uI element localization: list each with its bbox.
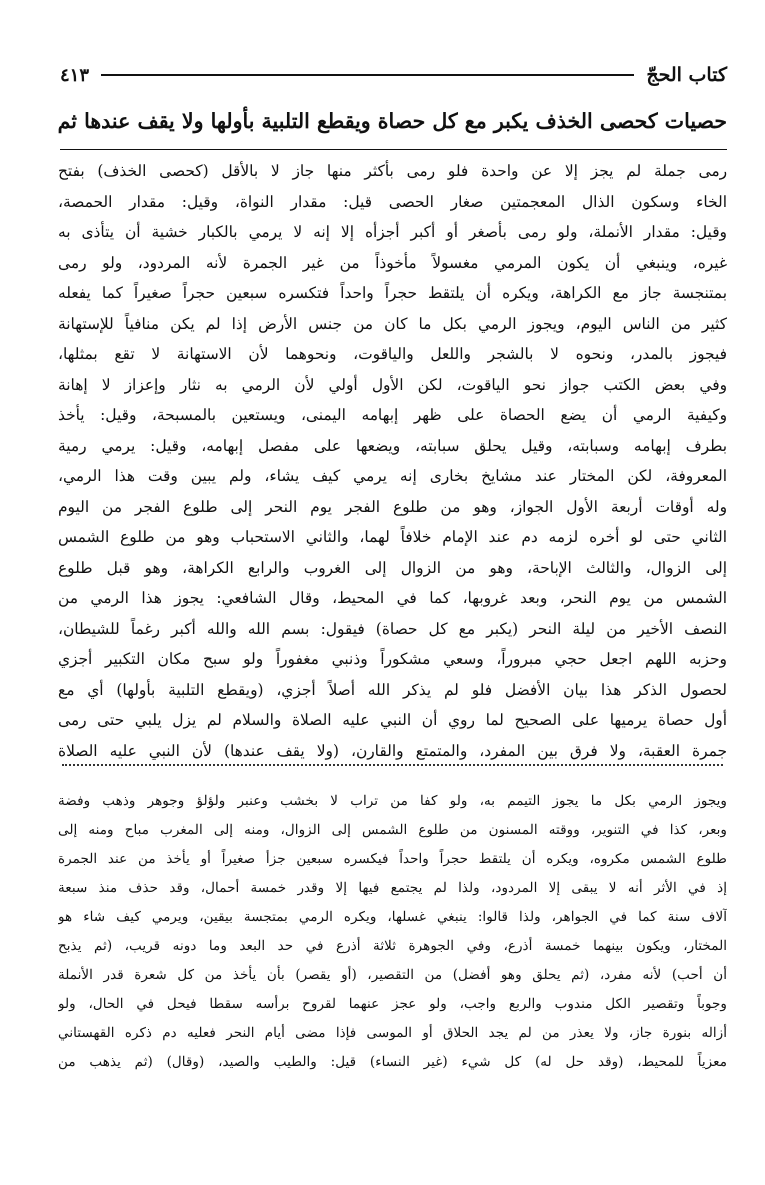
commentary-line: إلى الزوال، والثالث الإباحة، وهو من الزوال إلى الغروب والرابع الكراهة، وهو قبل طلوع <box>58 558 727 577</box>
matn-divider <box>60 149 727 150</box>
commentary-block <box>58 156 727 766</box>
commentary-line: فيجوز بالمدر، ونحوه لا بالشجر واللعل والياقوت، ونحوهما لأن الاستهانة لا تقع بمثلها، <box>58 345 727 363</box>
book-title: كتاب الحجّ <box>646 64 727 86</box>
commentary-line: جمرة العقبة، ولا فرق بين المفرد، والمتمتع والقارن، (ولا يقف عندها) لأن النبي عليه الصلاة <box>58 741 727 760</box>
commentary-line: غيره، وينبغي أن يكون المرمي مغسولاً مأخوذاً من غير الجمرة لأنه المردود، ولو رمى <box>58 253 727 272</box>
footnote-line: إذ في الأثر أنه لا يبقى إلا المردود، ولذا لم يجتمع فيها إلا وقدر خمسة أحمال، وقد حذف منذ سبعة <box>58 880 727 896</box>
footnote-line: ويجوز الرمي بكل ما يجوز التيمم به، ولو كفا من تراب لا بخشب وعنبر ولؤلؤ وجوهر وذهب وفضة <box>58 793 727 809</box>
page-number: ٤١٣ <box>60 64 90 86</box>
commentary-line: النصف الأخير من ليلة النحر (يكبر مع كل حصاة) فيقول: بسم الله والله أكبر رغماً للشيطان، <box>58 619 727 638</box>
commentary-line: كثير من الناس اليوم، ويجوز الرمي بكل ما كان من جنس الأرض إذا لم يكن منافياً للإستهانة <box>58 314 727 333</box>
page-header <box>60 58 727 92</box>
commentary-line: وله أوقات أربعة الأول الجواز، وهو من طلوع الفجر يوم النحر إلى طلوع الفجر من اليوم <box>58 497 727 516</box>
footnote-line: أن أحب) لأنه مفرد، (ثم يحلق وهو أفضل) من التقصير، (أو يقصر) بأن يأخذ من كل شعرة قدر الأنملة <box>58 967 727 983</box>
footnote-line: معزياً للمحيط، (وقد حل له) كل شيء (غير النساء) قيل: والطيب والصيد، (وقال) (ثم يذهب من <box>58 1054 727 1070</box>
footnote-block <box>58 787 727 1077</box>
commentary-line: وكيفية الرمي أن يضع الحصاة على ظهر إبهامه اليمنى، ويستعين بالمسبحة، وقيل: يأخذ <box>58 406 727 424</box>
footnote-line: وجوباً وتقصير الكل مندوب والربع واجب، ولو عجز عنهما لقروح برأسه سقطا فيحل في الحال، ولو <box>58 996 727 1012</box>
commentary-line: بطرف إبهامه وسبابته، وقيل يحلق سبابته، ويضعها على مفصل إبهامه، وقيل: يرمي رمية <box>58 436 727 455</box>
footnote-line: أزاله بنورة جاز، ولا يعذر من لم يجد الحلاق أو الموسى فإذا مضى أيام النحر فعليه دم ذكره القهستاني <box>58 1025 727 1041</box>
footnote-line: المختار، ويكون بينهما خمسة أذرع، وفي الجوهرة ثلاثة أذرع في حد البعد وما دونه قريب، (ثم يذبح <box>58 938 727 954</box>
commentary-line: المعروفة، لكن المختار عند مشايخ بخارى إنه يرمي كيف يشاء، ولم يبين وقت هذا الرمي، <box>58 467 727 485</box>
footnote-separator <box>62 764 723 778</box>
footnote-line: طلوع الشمس مكروه، ويكره أن يلتقط حجراً واحداً فيكسره سبعين جزأ صغيراً أو يأخذ من عند الجمرة <box>58 851 727 867</box>
commentary-line: وحزبه اللهم اجعل حجي مبروراً، وسعي مشكوراً وذنبي مغفوراً ولو سبح مكان التكبير أجزي <box>58 650 727 668</box>
commentary-line: وقيل: مقدار الأنملة، ولو رمى بأصغر أو أكبر أجزأه إلا إنه لا يرمي بالكبار خشية أن يتأذى به <box>58 223 727 241</box>
commentary-line: بمتنجسة جاز مع الكراهة، ويكره أن يلتقط حجراً واحداً فتكسره سبعين حجراً صغيراً كما يفعله <box>58 284 727 302</box>
commentary-line: الخاء وسكون الذال المعجمتين صغار الحصى قيل: مقدار النواة، وقيل: مقدار الحمصة، <box>58 192 727 211</box>
footnote-line: آلاف سنة كما في الجواهر، ولذا قالوا: ينبغي غسلها، ويكره الرمي بمتجسة بيقين، ويرمي كيف شاء هو <box>58 909 727 925</box>
commentary-line: الثاني حتى لو أخره لزمه دم عند الإمام خلافاً لهما، والثاني الاستحباب وهو من طلوع الشمس <box>58 528 727 546</box>
commentary-line: أول حصاة يرميها على الصحيح لما روي أن النبي عليه الصلاة والسلام لم يزل يلبي حتى رمى <box>58 711 727 729</box>
commentary-line: الشمس من يوم النحر، وبعد غروبها، كما في المحيط، وقال الشافعي: يجوز هذا الرمي من <box>58 589 727 607</box>
header-rule <box>101 74 634 76</box>
commentary-line: رمى جملة لم يجز إلا عن واحدة فلو رمى بأكثر منها جاز لا بالأقل (كحصى الخذف) بفتح <box>58 162 727 180</box>
matn-text: حصيات كحصى الخذف يكبر مع كل حصاة ويقطع التلبية بأولها ولا يقف عندها ثم <box>57 109 727 133</box>
footnote-line: وبعر، كذا في التنوير، ووقته المسنون من طلوع الشمس إلى الزوال، ومنه إلى المغرب مباح ومنه إلى <box>58 822 727 838</box>
commentary-line: وفي بعض الكتب جواز نحو الياقوت، لكن الأول أولي لأن الرمي به نثار وإعزاز لا إهانة <box>58 375 727 394</box>
commentary-line: لحصول الذكر هذا بيان الأفضل فلو لم يذكر الله أصلاً أجزي، (ويقطع التلبية بأولها) أي مع <box>58 680 727 699</box>
